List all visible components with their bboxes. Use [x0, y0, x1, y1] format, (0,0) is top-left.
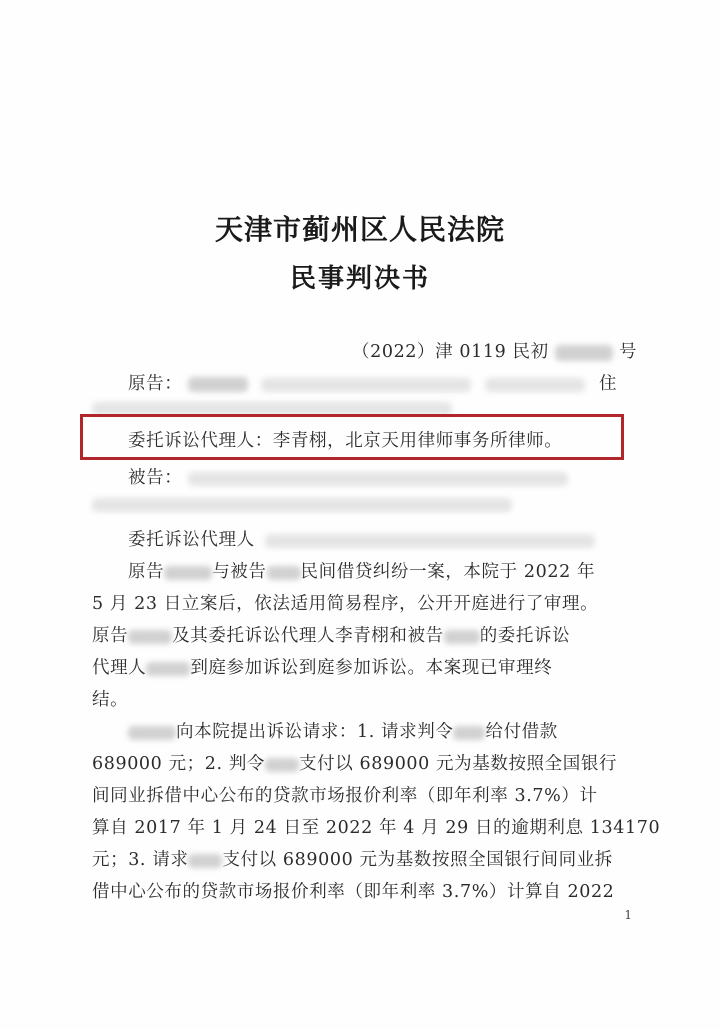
redacted-plaintiff-address	[485, 378, 585, 392]
court-name: 天津市蓟州区人民法院	[214, 213, 505, 246]
redacted-defendant-agent	[265, 534, 595, 548]
text-segment: 给付借款	[485, 722, 558, 742]
redacted-plaintiff-info	[261, 378, 471, 392]
text-segment: 及其委托诉讼代理人李青栩和被告	[172, 626, 444, 646]
case-number-suffix: 号	[619, 342, 638, 362]
paragraph-2-line-5	[92, 846, 613, 871]
paragraph-2-line-4: 算自 2017 年 1 月 24 日至 2022 年 4 月 29 日的逾期利息 134170	[92, 818, 661, 838]
redacted-name	[188, 854, 222, 868]
document-type: 民事判决书	[289, 264, 430, 294]
defendant-agent-line	[128, 526, 595, 551]
plaintiff-agent-line: 委托诉讼代理人：李青栩，北京天用律师事务所律师。	[128, 431, 563, 451]
redacted-name	[128, 726, 176, 740]
redacted-name	[146, 662, 190, 676]
text-segment: 原告	[128, 562, 165, 582]
redacted-name	[164, 566, 212, 580]
redacted-defendant-info	[188, 472, 568, 486]
defendant-line-2	[92, 494, 512, 514]
plaintiff-line	[128, 370, 617, 395]
text-segment: 民间借贷纠纷一案，本院于 2022 年	[300, 562, 596, 582]
redacted-name	[444, 630, 480, 644]
text-segment: 支付以 689000 元为基数按照全国银行	[299, 754, 618, 774]
plaintiff-tail: 住	[599, 374, 618, 394]
paragraph-2-line-3: 间同业拆借中心公布的贷款市场报价利率（即年利率 3.7%）计	[92, 786, 598, 806]
text-segment: 到庭参加诉讼到庭参加诉讼。本案现已审理终	[190, 658, 553, 678]
text-segment: 支付以 689000 元为基数按照全国银行间同业拆	[222, 850, 613, 870]
redacted-name	[267, 566, 301, 580]
text-segment: 元；3. 请求	[92, 850, 189, 870]
page-number: 1	[624, 908, 632, 922]
text-segment: 689000 元；2. 判令	[92, 754, 266, 774]
paragraph-1-line-1	[128, 558, 595, 583]
redacted-number	[555, 345, 613, 361]
defendant-label: 被告：	[128, 468, 183, 488]
paragraph-1-line-2: 5 月 23 日立案后，依法适用简易程序，公开开庭进行了审理。	[92, 594, 599, 614]
text-segment: 向本院提出诉讼请求：1. 请求判令	[176, 722, 454, 742]
case-number-prefix: （2022）津 0119 民初	[352, 342, 549, 362]
paragraph-2-line-2	[92, 750, 617, 775]
paragraph-1-line-4	[92, 654, 552, 679]
redacted-plaintiff-name	[188, 377, 248, 392]
text-segment: 的委托诉讼	[479, 626, 571, 646]
text-segment: 与被告	[212, 562, 267, 582]
redacted-name	[128, 630, 172, 644]
paragraph-1-line-3	[92, 622, 570, 647]
redacted-name	[265, 758, 299, 772]
text-segment: 原告	[92, 626, 129, 646]
defendant-agent-label: 委托诉讼代理人	[128, 530, 255, 550]
paragraph-2-line-6: 借中心公布的贷款市场报价利率（即年利率 3.7%）计算自 2022	[92, 882, 615, 902]
text-segment: 代理人	[92, 658, 147, 678]
paragraph-1-line-5: 结。	[92, 690, 129, 710]
paragraph-2-line-1	[128, 718, 558, 743]
case-number	[352, 338, 637, 363]
plaintiff-label: 原告：	[128, 374, 183, 394]
redacted-name	[453, 726, 485, 740]
redacted-defendant-address	[92, 498, 512, 512]
defendant-line	[128, 464, 568, 489]
